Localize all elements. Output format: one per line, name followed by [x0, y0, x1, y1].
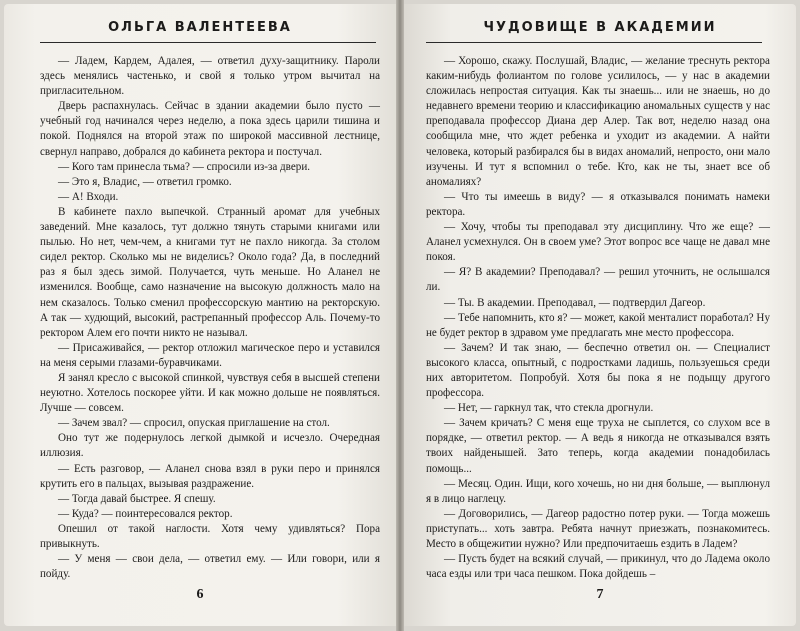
- left-page-header: ОЛЬГА ВАЛЕНТЕЕВА: [108, 20, 292, 35]
- paragraph: — Хочу, чтобы ты преподавал эту дисциплину. Что же еще? — Аланел усмехнулся. Он в своем уме? Этот вопрос все чаще не давал мне покоя.: [426, 221, 770, 264]
- paragraph: — Зачем? И так знаю, — беспечно ответил он. — Специалист высокого класса, опытный, с подростками ладишь, пользуешься среди них авторитетом. Попробуй. Хотя бы пока я не подыщу другого профессора.: [426, 341, 770, 400]
- paragraph: — Ты. В академии. Преподавал, — подтвердил Дагеор.: [444, 296, 706, 309]
- left-page-body: [40, 54, 380, 582]
- paragraph: — Присаживайся, — ректор отложил магическое перо и уставился на меня серыми глазами-буравчиками.: [40, 341, 380, 369]
- left-page-number: 6: [196, 587, 204, 602]
- paragraph: — Тогда давай быстрее. Я спешу.: [58, 492, 216, 505]
- paragraph: Дверь распахнулась. Сейчас в здании академии было пусто — учебный год начинался через неделю, а пока здесь царили тишина и покой. Поднялся на второй этаж по широкой массивной лестнице, свернул направо, добрался до кабинета ректора и постучал.: [40, 100, 380, 158]
- paragraph: — Ладем, Кардем, Адалея, — ответил духу-защитнику. Пароли здесь менялись частенько, и свой я только утром вычитал на пригласительном.: [40, 55, 380, 98]
- paragraph: — Договорились, — Дагеор радостно потер руки. — Тогда можешь приступать... хоть завтра. Ребята начнут приезжать, познакомитесь. Место в общежитии нужно? Или предпочитаешь ездить в Ладем?: [426, 507, 770, 550]
- right-page-number: 7: [596, 587, 604, 602]
- paragraph: Я занял кресло с высокой спинкой, чувствуя себя в высшей степени неуютно. Хотелось поскорее уйти. И как можно дольше не появляться. Лучше — совсем.: [40, 371, 380, 415]
- paragraph: — Тебе напомнить, кто я? — может, какой менталист поработал? Ну не будет ректор в здравом уме предлагать мне место профессора.: [426, 311, 770, 339]
- paragraph: — Куда? — поинтересовался ректор.: [58, 507, 233, 520]
- paragraph: — Зачем кричать? С меня еще труха не сыплется, со слухом все в порядке, — ответил ректор. — А ведь я никогда не отказывался взять твоих найденышей. Зато теперь, когда академии понадобилась помощь...: [426, 417, 770, 475]
- paragraph: В кабинете пахло выпечкой. Странный аромат для учебных заведений. Мне казалось, тут должно тянуть старыми книгами или пылью. Но нет, чем-чем, а книгами тут не пахло никогда. За столом сидел ректор. Сколько мы не виделись? Около года? Да, в последний раз я был здесь зимой. Получается, чуть меньше. Но Аланел не изменился. Вообще, само назначение на высокую должность мало на нем сказалось. Только сменил профессорскую мантию на ректорскую. А так — худющий, высокий, растрепанный профессор Аль. Почему-то ректором Алем его почти никто не называл.: [40, 205, 380, 339]
- left-header-rule: [40, 42, 376, 43]
- paragraph: — Это я, Владис, — ответил громко.: [58, 175, 232, 188]
- paragraph: — Есть разговор, — Аланел снова взял в руки перо и принялся крутить его в пальцах, вызывая раздражение.: [40, 462, 380, 490]
- paragraph: — У меня — свои дела, — ответил ему. — Или говори, или я пойду.: [40, 553, 380, 581]
- right-header-rule: [426, 42, 762, 43]
- paragraph: — Я? В академии? Преподавал? — решил уточнить, не ослышался ли.: [426, 266, 770, 294]
- paragraph: — Что ты имеешь в виду? — я отказывался понимать намеки ректора.: [426, 190, 770, 218]
- paragraph: — Кого там принесла тьма? — спросили из-за двери.: [58, 160, 311, 173]
- right-page-body: [426, 54, 770, 582]
- paragraph: — Пусть будет на всякий случай, — прикинул, что до Ладема около часа езды или три часа пешком. Пока дойдешь –: [426, 553, 770, 581]
- book-gutter: [396, 0, 404, 631]
- paragraph: Опешил от такой наглости. Хотя чему удивляться? Пора привыкнуть.: [40, 522, 380, 550]
- paragraph: Оно тут же подернулось легкой дымкой и исчезло. Очередная иллюзия.: [40, 432, 380, 460]
- paragraph: — Месяц. Один. Ищи, кого хочешь, но ни дня больше, — выплюнул я в лицо наглецу.: [426, 477, 770, 505]
- paragraph: — Зачем звал? — спросил, опуская приглашение на стол.: [58, 417, 330, 430]
- left-page: [4, 4, 396, 626]
- paragraph: — А! Входи.: [58, 190, 119, 203]
- paragraph: — Хорошо, скажу. Послушай, Владис, — желание треснуть ректора каким-нибудь фолиантом по голове усилилось, — у нас в академии сложилась непростая ситуация. Как ты знаешь... или не знаешь, но до недавнего времени теорию и классификацию аномальных существ у нас преподавала профессор Диана дер Алер. Так вот, неделю назад она сообщила мне, что ждет ребенка и уходит из академии. А найти человека, который разбирался бы в видах аномалий, непросто, они мало изучены. И тут я вспомнил о тебе. Кто, как не ты, знает все об аномалиях?: [426, 55, 770, 188]
- right-page-header: ЧУДОВИЩЕ В АКАДЕМИИ: [483, 20, 717, 35]
- paragraph: — Нет, — гаркнул так, что стекла дрогнули.: [444, 402, 654, 415]
- right-page: [404, 4, 796, 626]
